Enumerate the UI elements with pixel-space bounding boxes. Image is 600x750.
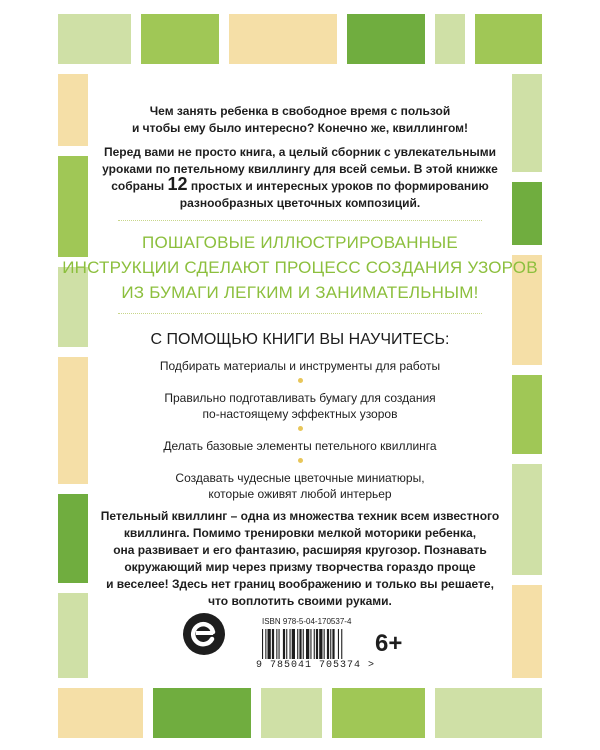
lesson-count: 12 — [167, 174, 188, 194]
intro-line: и чтобы ему было интересно? Конечно же, квиллингом! — [131, 121, 469, 135]
learn-title: С ПОМОЩЬЮ КНИГИ ВЫ НАУЧИТЕСЬ: — [150, 331, 450, 348]
headline-line: ПОШАГОВЫЕ ИЛЛЮСТРИРОВАННЫЕ — [142, 233, 458, 252]
border-tile — [141, 14, 219, 64]
outro-line: и веселее! Здесь нет границ воображению и только вы решаете, — [106, 577, 494, 591]
outro-line: Петельный квиллинг – одна из множества техник всем известного — [100, 509, 500, 523]
learn-item: Правильно подготавливать бумагу для создания — [164, 391, 436, 405]
learn-item: которые оживят любой интерьер — [208, 487, 392, 501]
outro-line: она развивает и его фантазию, расширяя кругозор. Познавать — [113, 543, 487, 557]
bullet-dot — [298, 378, 303, 383]
learn-item: Делать базовые элементы петельного квиллинга — [163, 439, 437, 453]
border-tile — [153, 688, 251, 738]
border-tile — [58, 14, 131, 64]
bullet-dot — [298, 426, 303, 431]
divider — [118, 313, 482, 314]
intro-text: собраны — [111, 179, 168, 193]
outro-line: квиллинга. Помимо тренировки мелкой моторики ребенка, — [123, 526, 477, 540]
border-tile — [347, 14, 425, 64]
intro-line: разнообразных цветочных композиций. — [179, 196, 421, 210]
border-tile — [261, 688, 322, 738]
border-tile — [58, 688, 143, 738]
border-tile — [332, 688, 425, 738]
border-tile — [435, 14, 465, 64]
barcode-icon — [262, 629, 367, 659]
outro-line: что воплотить своими руками. — [208, 594, 392, 608]
intro-line: Перед вами не просто книга, а целый сборник с увлекательными — [104, 145, 496, 159]
eksmo-logo-icon — [182, 612, 226, 656]
learn-item: по-настоящему эффектных узоров — [202, 407, 398, 421]
intro-line: Чем занять ребенка в свободное время с пользой — [149, 104, 451, 118]
divider — [118, 220, 482, 221]
intro-line — [0, 174, 600, 195]
learn-item: Подбирать материалы и инструменты для работы — [159, 359, 441, 373]
border-tile — [475, 14, 542, 64]
border-tile — [229, 14, 337, 64]
bullet-dot — [298, 458, 303, 463]
headline-line: ИНСТРУКЦИИ СДЕЛАЮТ ПРОЦЕСС СОЗДАНИЯ УЗОРОВ — [62, 258, 538, 277]
isbn: ISBN 978-5-04-170537-4 — [262, 617, 352, 626]
intro-text: простых и интересных уроков по формированию — [187, 179, 489, 193]
barcode-number: 9 785041 705374 > — [256, 660, 376, 671]
outro-line: окружающий мир через призму творчества гораздо проще — [124, 560, 476, 574]
headline-line: ИЗ БУМАГИ ЛЕГКИМ И ЗАНИМАТЕЛЬНЫМ! — [121, 283, 479, 302]
border-tile — [435, 688, 542, 738]
learn-item: Создавать чудесные цветочные миниатюры, — [175, 471, 425, 485]
intro-line: уроками по петельному квиллингу для всей семьи. В этой книжке — [102, 162, 498, 176]
age-rating: 6+ — [375, 630, 403, 657]
